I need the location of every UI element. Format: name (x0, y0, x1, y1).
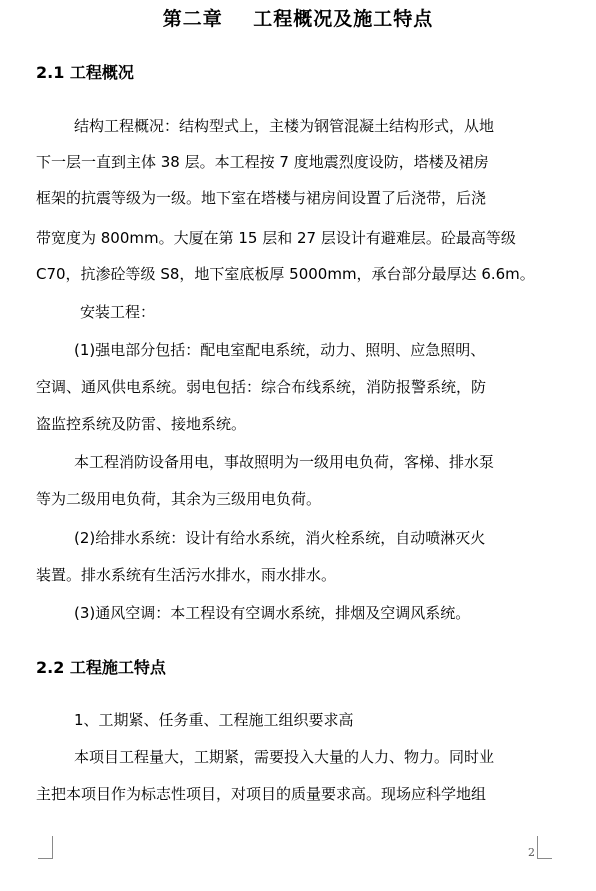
chapter-title: 第二章 工程概况及施工特点 (162, 8, 434, 30)
page-corner-mark-left (38, 836, 53, 859)
paragraph-line: 结构工程概况：结构型式上，主楼为钢管混凝土结构形式，从地 (74, 117, 495, 135)
paragraph-line: 空调、通风供电系统。弱电包括：综合布线系统，消防报警系统，防 (36, 378, 487, 396)
paragraph-line: 本项目工程量大，工期紧，需要投入大量的人力、物力。同时业 (74, 748, 495, 766)
page-corner-mark-right (537, 836, 552, 859)
paragraph-line: 等为二级用电负荷，其余为三级用电负荷。 (36, 490, 322, 508)
paragraph-line: (1)强电部分包括：配电室配电系统，动力、照明、应急照明、 (74, 341, 486, 359)
paragraph-line: 框架的抗震等级为一级。地下室在塔楼与裙房间设置了后浇带，后浇 (36, 189, 487, 207)
section-heading-2-2: 2.2 工程施工特点 (36, 658, 166, 677)
paragraph-line: 装置。排水系统有生活污水排水，雨水排水。 (36, 566, 337, 584)
paragraph-line: 盗监控系统及防雷、接地系统。 (36, 415, 247, 433)
paragraph-line: 下一层一直到主体 38 层。本工程按 7 度地震烈度设防，塔楼及裙房 (36, 153, 489, 171)
paragraph-line: 带宽度为 800mm。大厦在第 15 层和 27 层设计有避难层。砼最高等级 (36, 229, 516, 247)
paragraph-line: C70，抗渗砼等级 S8，地下室底板厚 5000mm，承台部分最厚达 6.6m。 (36, 265, 535, 283)
paragraph-line: 安装工程： (80, 303, 156, 321)
paragraph-line: 主把本项目作为标志性项目，对项目的质量要求高。现场应科学地组 (36, 785, 487, 803)
paragraph-line: 本工程消防设备用电，事故照明为一级用电负荷，客梯、排水泵 (74, 453, 495, 471)
page-number: 2 (528, 846, 535, 859)
section-heading-2-1: 2.1 工程概况 (36, 63, 134, 82)
paragraph-line: (2)给排水系统：设计有给水系统，消火栓系统，自动喷淋灭火 (74, 529, 486, 547)
paragraph-line: (3)通风空调：本工程设有空调水系统，排烟及空调风系统。 (74, 604, 471, 622)
paragraph-line: 1、工期紧、任务重、工程施工组织要求高 (74, 711, 354, 729)
